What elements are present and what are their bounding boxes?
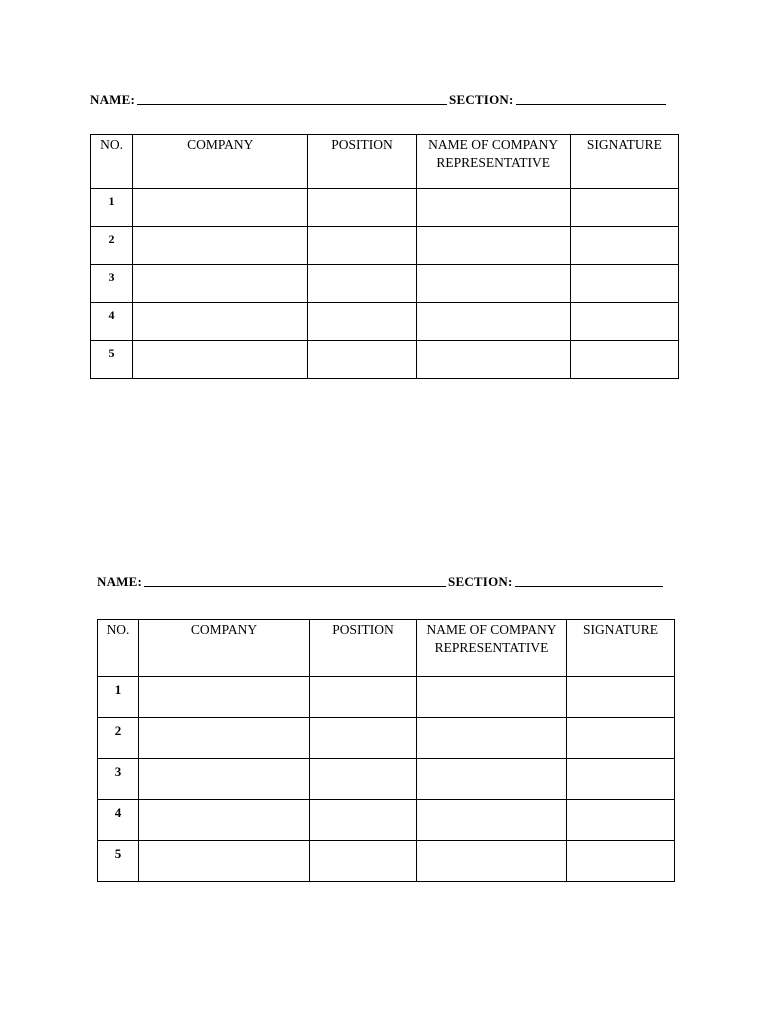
row-number: 3 — [98, 759, 139, 800]
position-cell[interactable] — [308, 303, 416, 341]
representative-cell[interactable] — [417, 718, 567, 759]
signature-cell[interactable] — [570, 265, 678, 303]
signature-cell[interactable] — [570, 341, 678, 379]
row-number: 2 — [98, 718, 139, 759]
section-label: SECTION: — [449, 92, 514, 107]
company-cell[interactable] — [133, 341, 308, 379]
col-signature-header: SIGNATURE — [570, 135, 678, 189]
col-no-header: NO. — [91, 135, 133, 189]
section-field[interactable] — [515, 574, 663, 587]
signature-cell[interactable] — [567, 759, 675, 800]
company-cell[interactable] — [139, 841, 310, 882]
header-line — [97, 572, 674, 590]
company-cell[interactable] — [133, 303, 308, 341]
signature-cell[interactable] — [570, 303, 678, 341]
representative-cell[interactable] — [416, 227, 570, 265]
position-cell[interactable] — [308, 265, 416, 303]
company-table — [97, 619, 675, 882]
position-cell[interactable] — [310, 841, 417, 882]
representative-cell[interactable] — [416, 189, 570, 227]
signature-cell[interactable] — [567, 718, 675, 759]
name-field[interactable] — [137, 92, 447, 105]
representative-cell[interactable] — [417, 677, 567, 718]
section-label: SECTION: — [448, 574, 513, 589]
row-number: 2 — [91, 227, 133, 265]
position-cell[interactable] — [310, 800, 417, 841]
col-signature-header: SIGNATURE — [567, 620, 675, 677]
name-label: NAME: — [90, 92, 136, 107]
section-field[interactable] — [516, 92, 666, 105]
company-cell[interactable] — [139, 759, 310, 800]
attendance-form-2 — [97, 572, 674, 882]
position-cell[interactable] — [308, 189, 416, 227]
table-header-row — [91, 135, 679, 189]
signature-cell[interactable] — [570, 189, 678, 227]
table-row — [91, 265, 679, 303]
company-cell[interactable] — [133, 189, 308, 227]
representative-cell[interactable] — [416, 265, 570, 303]
col-position-header: POSITION — [308, 135, 416, 189]
col-position-header: POSITION — [310, 620, 417, 677]
representative-cell[interactable] — [417, 800, 567, 841]
position-cell[interactable] — [310, 677, 417, 718]
company-cell[interactable] — [139, 800, 310, 841]
table-row — [98, 800, 675, 841]
signature-cell[interactable] — [570, 227, 678, 265]
table-row — [91, 227, 679, 265]
company-cell[interactable] — [139, 718, 310, 759]
row-number: 3 — [91, 265, 133, 303]
company-table — [90, 134, 679, 379]
position-cell[interactable] — [310, 759, 417, 800]
attendance-form-1 — [90, 90, 679, 379]
row-number: 5 — [91, 341, 133, 379]
table-row — [98, 759, 675, 800]
representative-cell[interactable] — [416, 303, 570, 341]
representative-cell[interactable] — [416, 341, 570, 379]
name-field[interactable] — [144, 574, 446, 587]
header-line — [90, 90, 679, 108]
table-row — [91, 189, 679, 227]
row-number: 4 — [91, 303, 133, 341]
table-header-row — [98, 620, 675, 677]
signature-cell[interactable] — [567, 677, 675, 718]
row-number: 1 — [98, 677, 139, 718]
col-representative-header: NAME OF COMPANY REPRESENTATIVE — [417, 620, 567, 677]
col-company-header: COMPANY — [139, 620, 310, 677]
position-cell[interactable] — [308, 227, 416, 265]
company-cell[interactable] — [133, 265, 308, 303]
company-cell[interactable] — [139, 677, 310, 718]
position-cell[interactable] — [308, 341, 416, 379]
row-number: 4 — [98, 800, 139, 841]
name-label: NAME: — [97, 574, 143, 589]
row-number: 5 — [98, 841, 139, 882]
table-row — [98, 677, 675, 718]
signature-cell[interactable] — [567, 841, 675, 882]
row-number: 1 — [91, 189, 133, 227]
representative-cell[interactable] — [417, 759, 567, 800]
company-cell[interactable] — [133, 227, 308, 265]
table-row — [98, 841, 675, 882]
col-representative-header: NAME OF COMPANY REPRESENTATIVE — [416, 135, 570, 189]
table-row — [91, 303, 679, 341]
representative-cell[interactable] — [417, 841, 567, 882]
position-cell[interactable] — [310, 718, 417, 759]
signature-cell[interactable] — [567, 800, 675, 841]
col-no-header: NO. — [98, 620, 139, 677]
table-row — [91, 341, 679, 379]
table-row — [98, 718, 675, 759]
col-company-header: COMPANY — [133, 135, 308, 189]
